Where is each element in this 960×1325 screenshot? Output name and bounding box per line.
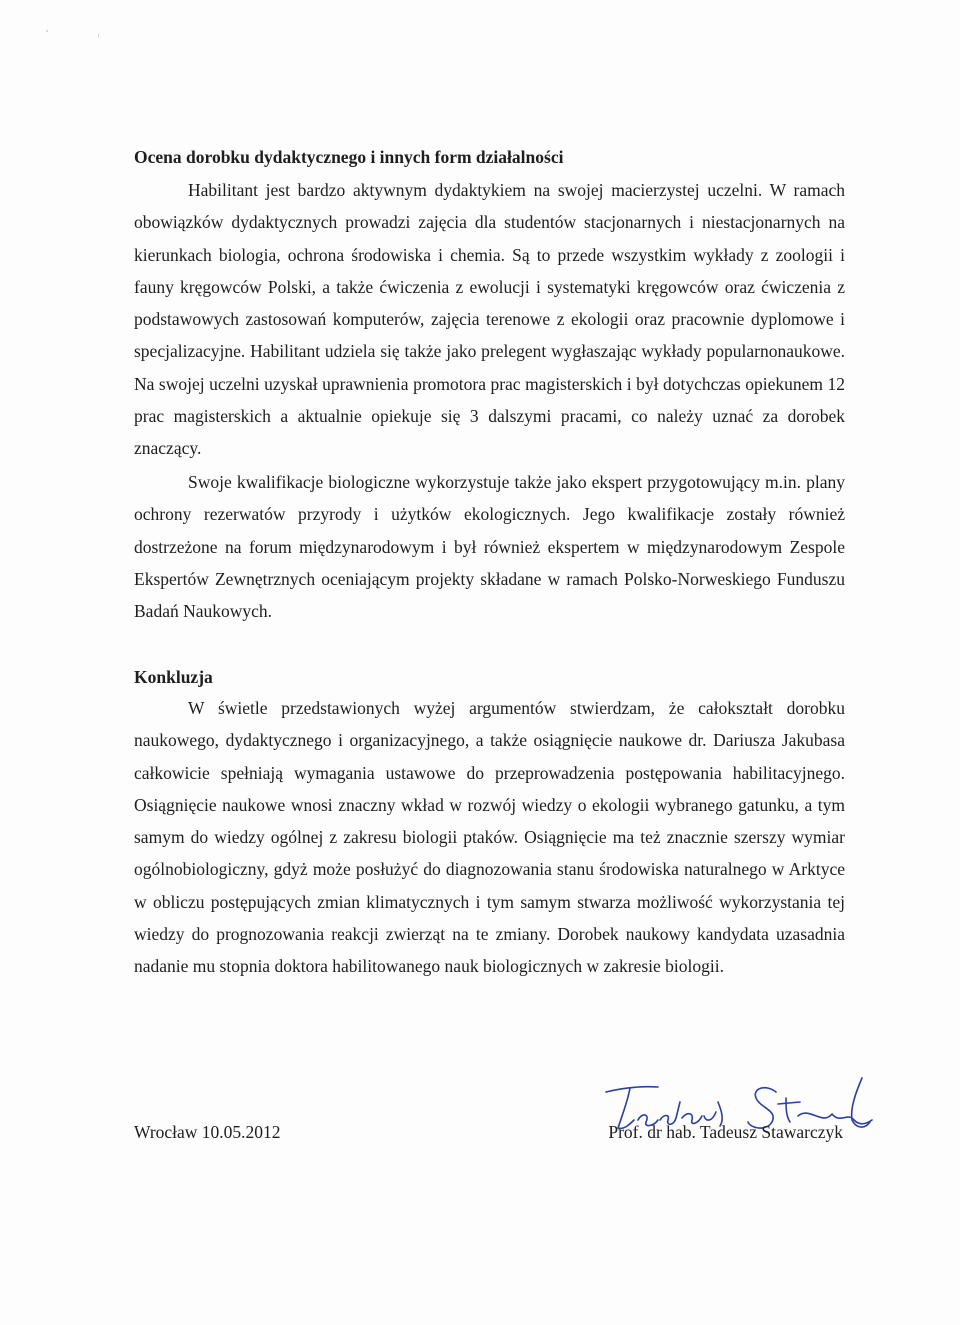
scan-speck — [98, 34, 99, 37]
place-and-date: Wrocław 10.05.2012 — [134, 1122, 281, 1142]
evaluation-heading: Ocena dorobku dydaktycznego i innych form działalności — [134, 147, 564, 167]
conclusion-paragraph: W świetle przedstawionych wyżej argumentów stwierdzam, że całokształt dorobku naukowego, dydaktycznego i organizacyjnego, a także osiągnięcie naukowe dr. Dariusza Jakubasa całkowicie spełniają wymagania ustawowe do przeprowadzenia postępowania habilitacyjnego. Osiągnięcie naukowe wnosi znaczny wkład w rozwój wiedzy o ekologii wybranego gatunku, a tym samym do wiedzy ogólnej z zakresu biologii ptaków. Osiągnięcie ma też znacznie szerszy wymiar ogólnobiologiczny, gdyż może posłużyć do diagnozowania stanu środowiska naturalnego w Arktyce w obliczu postępujących zmian klimatycznych i tym samym stwarza możliwość wykorzystania tej wiedzy do prognozowania reakcji zwierząt na te zmiany. Dorobek naukowy kandydata uzasadnia nadanie mu stopnia doktora habilitowanego nauk biologicznych w zakresie biologii. — [134, 698, 845, 977]
scan-speck — [46, 30, 48, 32]
conclusion-heading: Konkluzja — [134, 667, 213, 687]
evaluation-paragraph-1: Habilitant jest bardzo aktywnym dydaktykiem na swojej macierzystej uczelni. W ramach obowiązków dydaktycznych prowadzi zajęcia dla studentów stacjonarnych i niestacjonarnych na kierunkach biologia, ochrona środowiska i chemia. Są to przede wszystkim wykłady z zoologii i fauny kręgowców Polski, a także ćwiczenia z ewolucji i systematyki kręgowców oraz ćwiczenia z podstawowych zastosowań komputerów, zajęcia terenowe z ekologii oraz pracownie dyplomowe i specjalizacyjne. Habilitant udziela się także jako prelegent wygłaszając wykłady popularnonaukowe. Na swojej uczelni uzyskał uprawnienia promotora prac magisterskich i był dotychczas opiekunem 12 prac magisterskich a aktualnie opiekuje się 3 dalszymi pracami, co należy uznać za dorobek znaczący. — [134, 180, 845, 459]
signer-name: Prof. dr hab. Tadeusz Stawarczyk — [608, 1122, 843, 1142]
evaluation-paragraph-2: Swoje kwalifikacje biologiczne wykorzystuje także jako ekspert przygotowujący m.in. plany ochrony rezerwatów przyrody i użytków ekologicznych. Jego kwalifikacje zostały również dostrzeżone na forum międzynarodowym i był również ekspertem w międzynarodowym Zespole Ekspertów Zewnętrznych oceniającym projekty składane w ramach Polsko-Norweskiego Funduszu Badań Naukowych. — [134, 472, 845, 622]
